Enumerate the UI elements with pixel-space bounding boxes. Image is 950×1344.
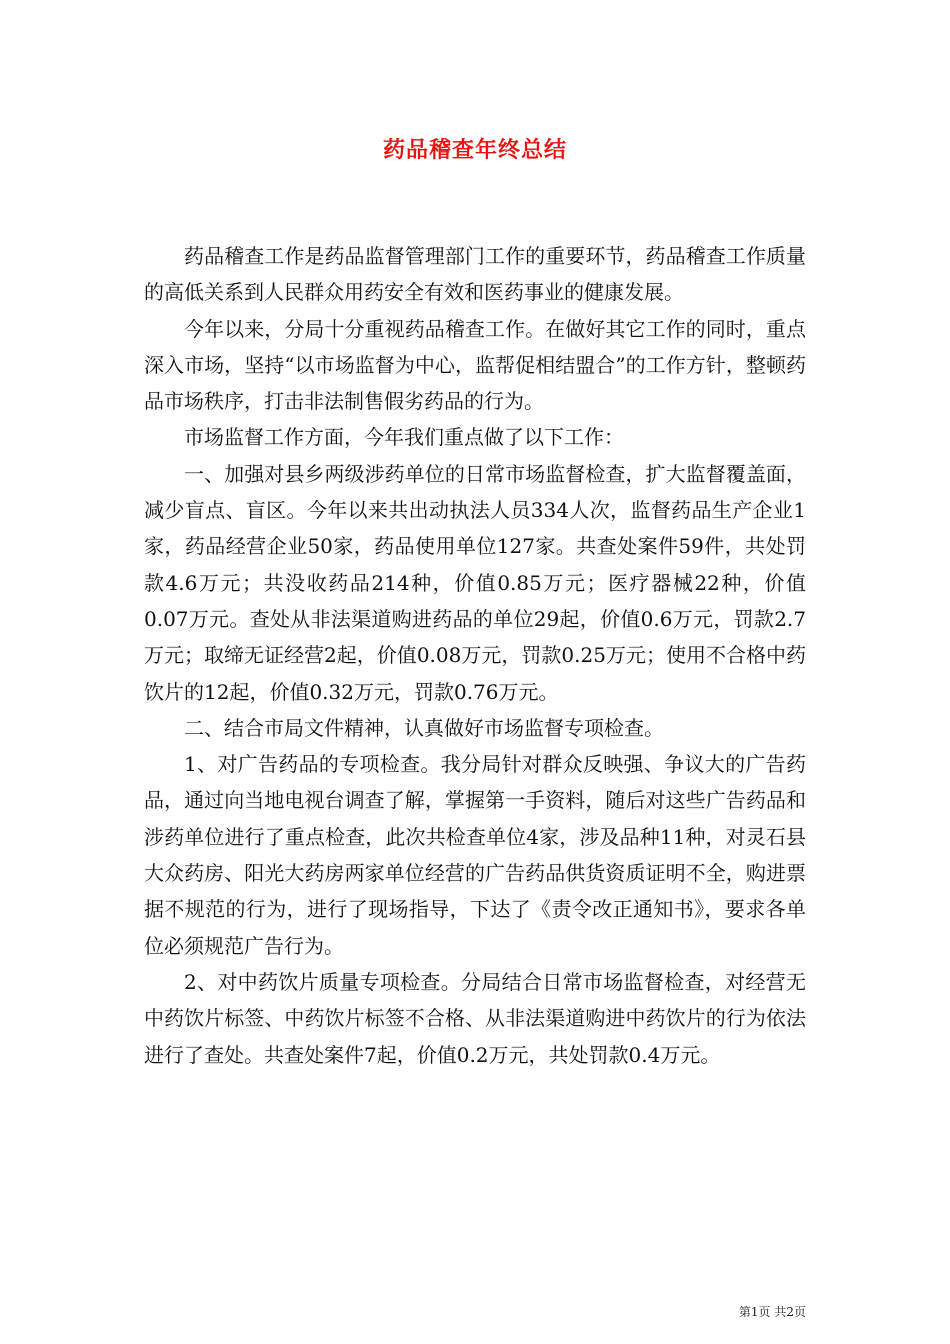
paragraph-overview: 今年以来，分局十分重视药品稽查工作。在做好其它工作的同时，重点深入市场，坚持“以市场监督为中心，监帮促相结盟合”的工作方针，整顿药品市场秩序，打击非法制售假劣药品的行为。 xyxy=(144,316,806,414)
paragraph-section-two: 二、结合市局文件精神，认真做好市场监督专项检查。 xyxy=(184,715,664,740)
paragraph-section-one: 一、加强对县乡两级涉药单位的日常市场监督检查，扩大监督覆盖面，减少盲点、盲区。今年以来共出动执法人员334人次，监督药品生产企业1家，药品经营企业50家，药品使用单位127家。共查处案件59件，共处罚款4.6万元；共没收药品214种，价值0.85万元；医疗器械22种，价值0.07万元。查处从非法渠道购进药品的单位29起，价值0.6万元，罚款2.7万元；取缔无证经营2起，价值0.08万元，罚款0.25万元；使用不合格中药饮片的12起，价值0.32万元，罚款0.76万元。 xyxy=(144,461,806,704)
paragraph-herbal-inspection: 2、对中药饮片质量专项检查。分局结合日常市场监督检查，对经营无中药饮片标签、中药饮片标签不合格、从非法渠道购进中药饮片的行为依法进行了查处。共查处案件7起，价值0.2万元，共处罚款0.4万元。 xyxy=(144,969,806,1067)
paragraph-ad-drug-inspection: 1、对广告药品的专项检查。我分局针对群众反映强、争议大的广告药品，通过向当地电视台调查了解，掌握第一手资料，随后对这些广告药品和涉药单位进行了重点检查，此次共检查单位4家，涉及品种11种，对灵石县大众药房、阳光大药房两家单位经营的广告药品供货资质证明不全，购进票据不规范的行为，进行了现场指导，下达了《责令改正通知书》，要求各单位必须规范广告行为。 xyxy=(144,752,806,958)
paragraph-market-supervision: 市场监督工作方面，今年我们重点做了以下工作： xyxy=(184,425,624,450)
document-title: 药品稽查年终总结 xyxy=(382,138,567,163)
page-number: 第1页 共2页 xyxy=(738,1305,806,1319)
document-body xyxy=(144,238,806,1073)
paragraph-intro: 药品稽查工作是药品监督管理部门工作的重要环节，药品稽查工作质量的高低关系到人民群众用药安全有效和医药事业的健康发展。 xyxy=(144,244,806,305)
